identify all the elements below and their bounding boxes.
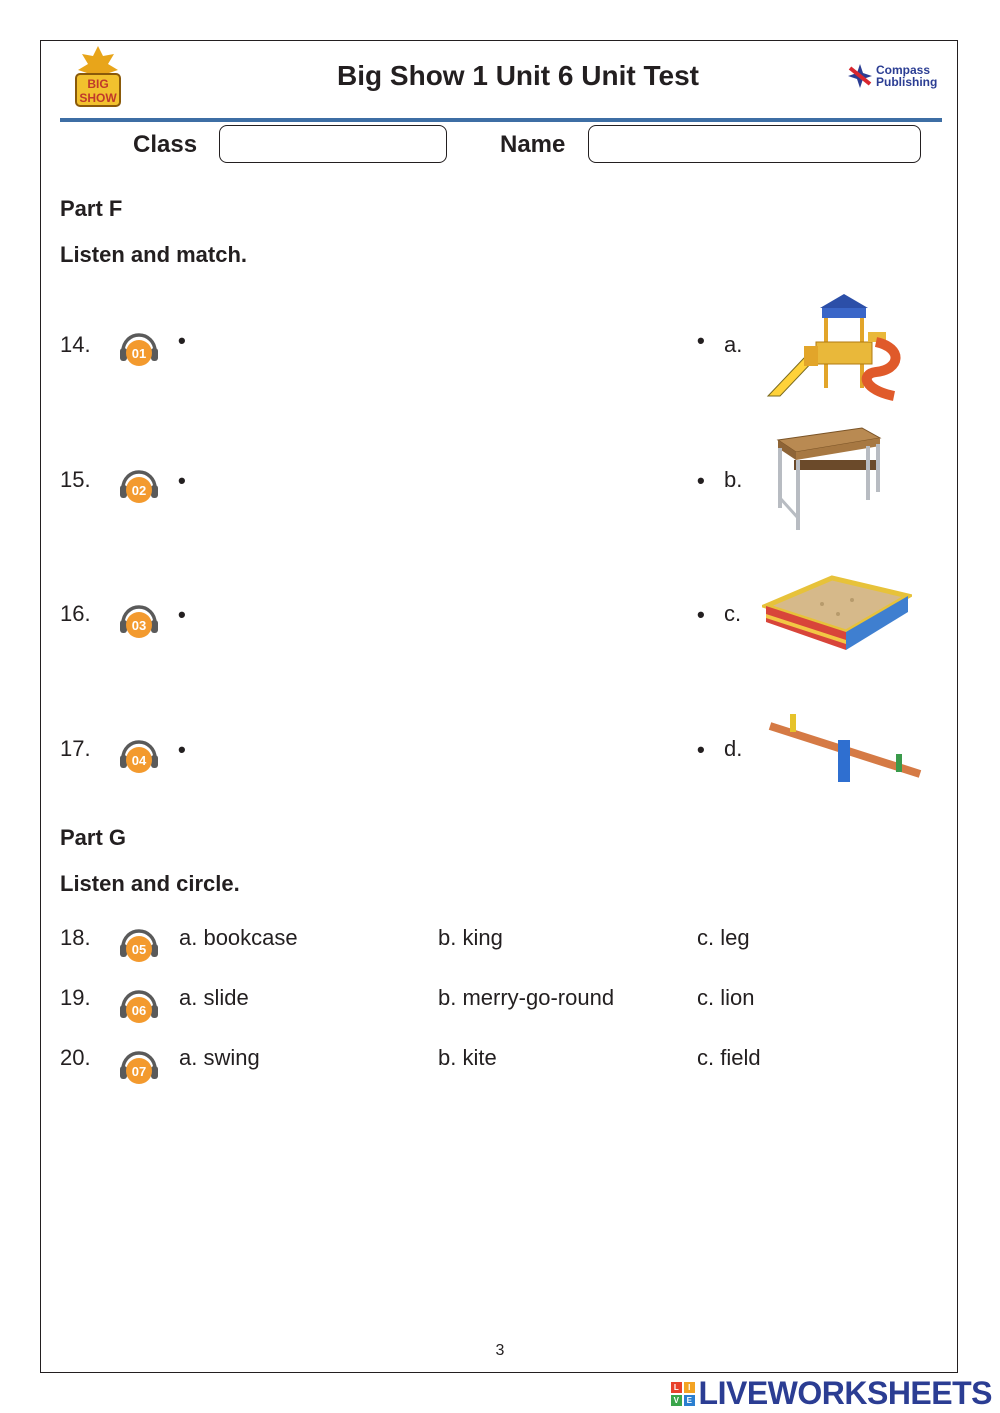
choice-a[interactable]: a. bookcase — [179, 925, 298, 950]
svg-text:BIG: BIG — [87, 77, 109, 91]
match-dot-right[interactable]: • — [697, 602, 705, 627]
choice-a[interactable]: a. swing — [179, 1045, 260, 1070]
audio-play-icon[interactable] — [117, 462, 161, 506]
option-letter: d. — [724, 736, 743, 761]
track-number: 07 — [131, 1064, 147, 1079]
match-dot-right[interactable]: • — [697, 737, 705, 762]
match-dot-left[interactable]: • — [178, 328, 186, 353]
compass-line: Compass — [876, 63, 931, 77]
publishing-line: Publishing — [876, 75, 938, 89]
audio-play-icon[interactable] — [117, 325, 161, 369]
match-dot-right[interactable]: • — [697, 468, 705, 493]
compass-star-icon — [846, 62, 874, 90]
question-number: 16. — [60, 601, 91, 626]
page-frame — [40, 40, 958, 1373]
audio-play-icon[interactable] — [117, 1043, 161, 1087]
class-label: Class — [133, 131, 198, 158]
svg-text:SHOW: SHOW — [79, 91, 117, 105]
question-number: 15. — [60, 467, 91, 492]
choice-b[interactable]: b. kite — [438, 1045, 497, 1070]
audio-play-icon[interactable] — [117, 597, 161, 641]
track-number: 01 — [131, 346, 147, 361]
liveworksheets-brand[interactable] — [671, 1375, 992, 1412]
option-letter: b. — [724, 467, 743, 492]
name-input[interactable] — [588, 125, 921, 163]
choice-c[interactable]: c. lion — [697, 985, 755, 1010]
audio-play-icon[interactable] — [117, 982, 161, 1026]
choice-c[interactable]: c. field — [697, 1045, 761, 1070]
seesaw-picture — [764, 710, 924, 786]
question-number: 19. — [60, 985, 91, 1010]
playground-slide-picture — [764, 292, 904, 404]
page-title: Big Show 1 Unit 6 Unit Test — [337, 60, 699, 91]
choice-b[interactable]: b. merry-go-round — [438, 985, 615, 1010]
choice-b[interactable]: b. king — [438, 925, 503, 950]
header-rule — [60, 118, 942, 122]
option-letter: a. — [724, 332, 743, 357]
question-number: 17. — [60, 736, 91, 761]
match-dot-right[interactable]: • — [697, 328, 705, 353]
match-dot-left[interactable]: • — [178, 737, 186, 762]
choice-a[interactable]: a. slide — [179, 985, 249, 1010]
part-f-instruction: Listen and match. — [60, 242, 248, 267]
question-number: 14. — [60, 332, 91, 357]
compass-publishing-logo — [846, 62, 937, 90]
audio-play-icon[interactable] — [117, 732, 161, 776]
track-number: 06 — [131, 1003, 147, 1018]
class-input[interactable] — [219, 125, 447, 163]
track-number: 02 — [131, 483, 147, 498]
part-f-title: Part F — [60, 196, 123, 221]
track-number: 04 — [131, 753, 147, 768]
track-number: 03 — [131, 618, 147, 633]
part-g-instruction: Listen and circle. — [60, 871, 240, 896]
question-number: 20. — [60, 1045, 91, 1070]
choice-c[interactable]: c. leg — [697, 925, 750, 950]
question-number: 18. — [60, 925, 91, 950]
audio-play-icon[interactable] — [117, 921, 161, 965]
page-number: 3 — [495, 1342, 505, 1359]
option-letter: c. — [724, 601, 742, 626]
part-g-title: Part G — [60, 825, 127, 850]
school-desk-picture — [772, 422, 884, 534]
track-number: 05 — [131, 942, 147, 957]
name-label: Name — [500, 131, 566, 158]
liveworksheets-logo-icon: L I V E — [671, 1382, 695, 1406]
sandbox-picture — [762, 570, 912, 658]
liveworksheets-text: LIVEWORKSHEETS — [698, 1375, 992, 1411]
match-dot-left[interactable]: • — [178, 602, 186, 627]
match-dot-left[interactable]: • — [178, 468, 186, 493]
